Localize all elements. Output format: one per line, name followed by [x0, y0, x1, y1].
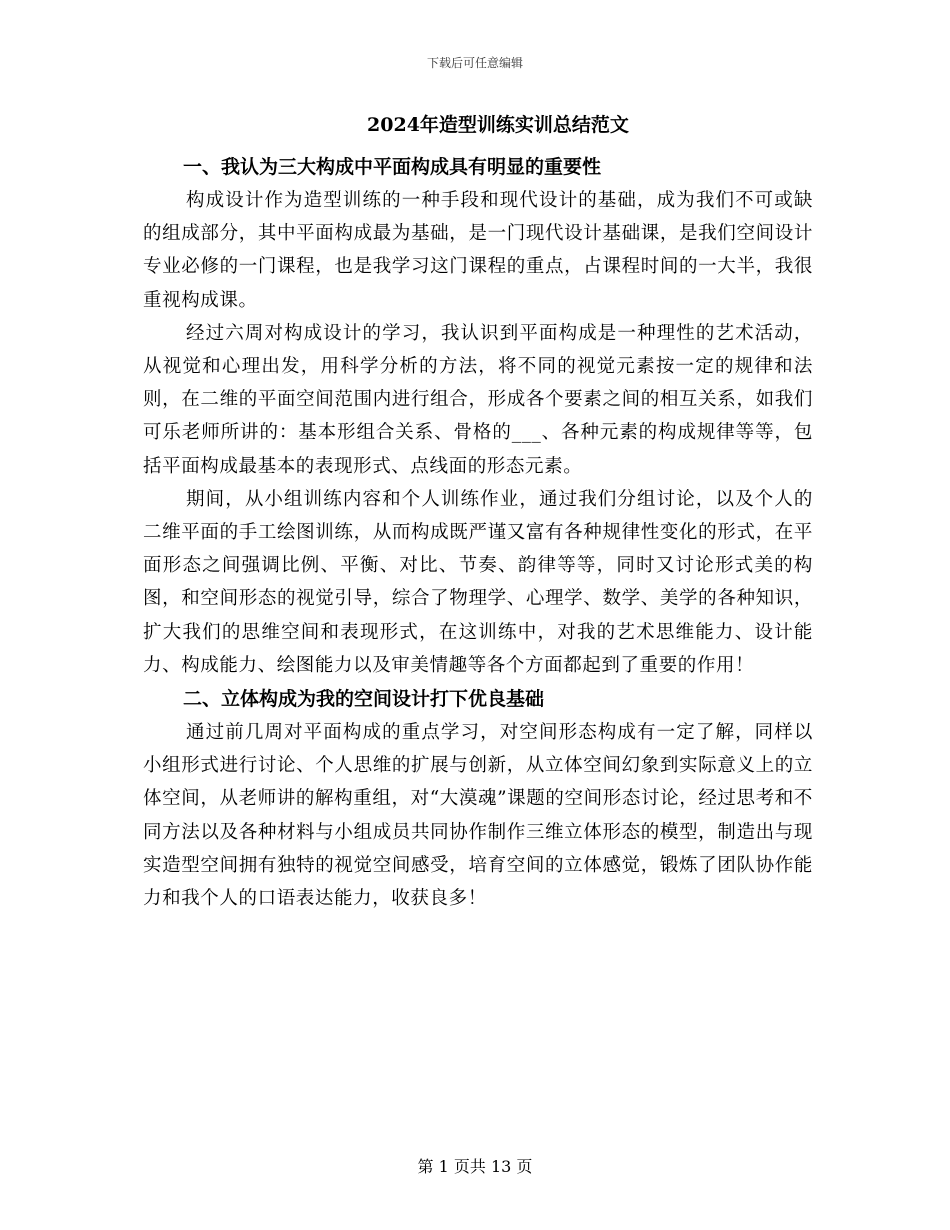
section-1-heading: 一、我认为三大构成中平面构成具有明显的重要性: [183, 156, 602, 178]
section-1-paragraph-2: 经过六周对构成设计的学习，我认识到平面构成是一种理性的艺术活动，从视觉和心理出发，用科学分析的方法，将不同的视觉元素按一定的规律和法则，在二维的平面空间范围内进行组合，形成各个要素之间的相互关系，如我们可乐老师所讲的：基本形组合关系、骨格的___、各种元素的构成规律等等，包括平面构成最基本的表现形式、点线面的形态元素。: [143, 322, 813, 477]
section-2-paragraph-1: 通过前几周对平面构成的重点学习，对空间形态构成有一定了解，同样以小组形式进行讨论、个人思维的扩展与创新，从立体空间幻象到实际意义上的立体空间，从老师讲的解构重组，对“大漠魂”课题的空间形态讨论，经过思考和不同方法以及各种材料与小组成员共同协作制作三维立体形态的模型，制造出与现实造型空间拥有独特的视觉空间感受，培育空间的立体感觉，锻炼了团队协作能力和我个人的口语表达能力，收获良多！: [143, 722, 813, 910]
section-1-paragraph-1: 构成设计作为造型训练的一种手段和现代设计的基础，成为我们不可或缺的组成部分，其中平面构成最为基础，是一门现代设计基础课，是我们空间设计专业必修的一门课程，也是我学习这门课程的重点，占课程时间的一大半，我很重视构成课。: [143, 190, 813, 311]
section-1-paragraph-3: 期间，从小组训练内容和个人训练作业，通过我们分组讨论，以及个人的二维平面的手工绘图训练，从而构成既严谨又富有各种规律性变化的形式，在平面形态之间强调比例、平衡、对比、节奏、韵律等等，同时又讨论形式美的构图，和空间形态的视觉引导，综合了物理学、心理学、数学、美学的各种知识，扩大我们的思维空间和表现形式，在这训练中，对我的艺术思维能力、设计能力、构成能力、绘图能力以及审美情趣等各个方面都起到了重要的作用！: [143, 488, 813, 676]
header-note: 下载后可任意编辑: [426, 56, 523, 70]
document-title: 2024年造型训练实训总结范文: [367, 114, 629, 136]
page-number-footer: 第 1 页共 13 页: [417, 1157, 533, 1176]
document-page: [143, 112, 813, 915]
section-2-heading: 二、立体构成为我的空间设计打下优良基础: [183, 688, 545, 711]
